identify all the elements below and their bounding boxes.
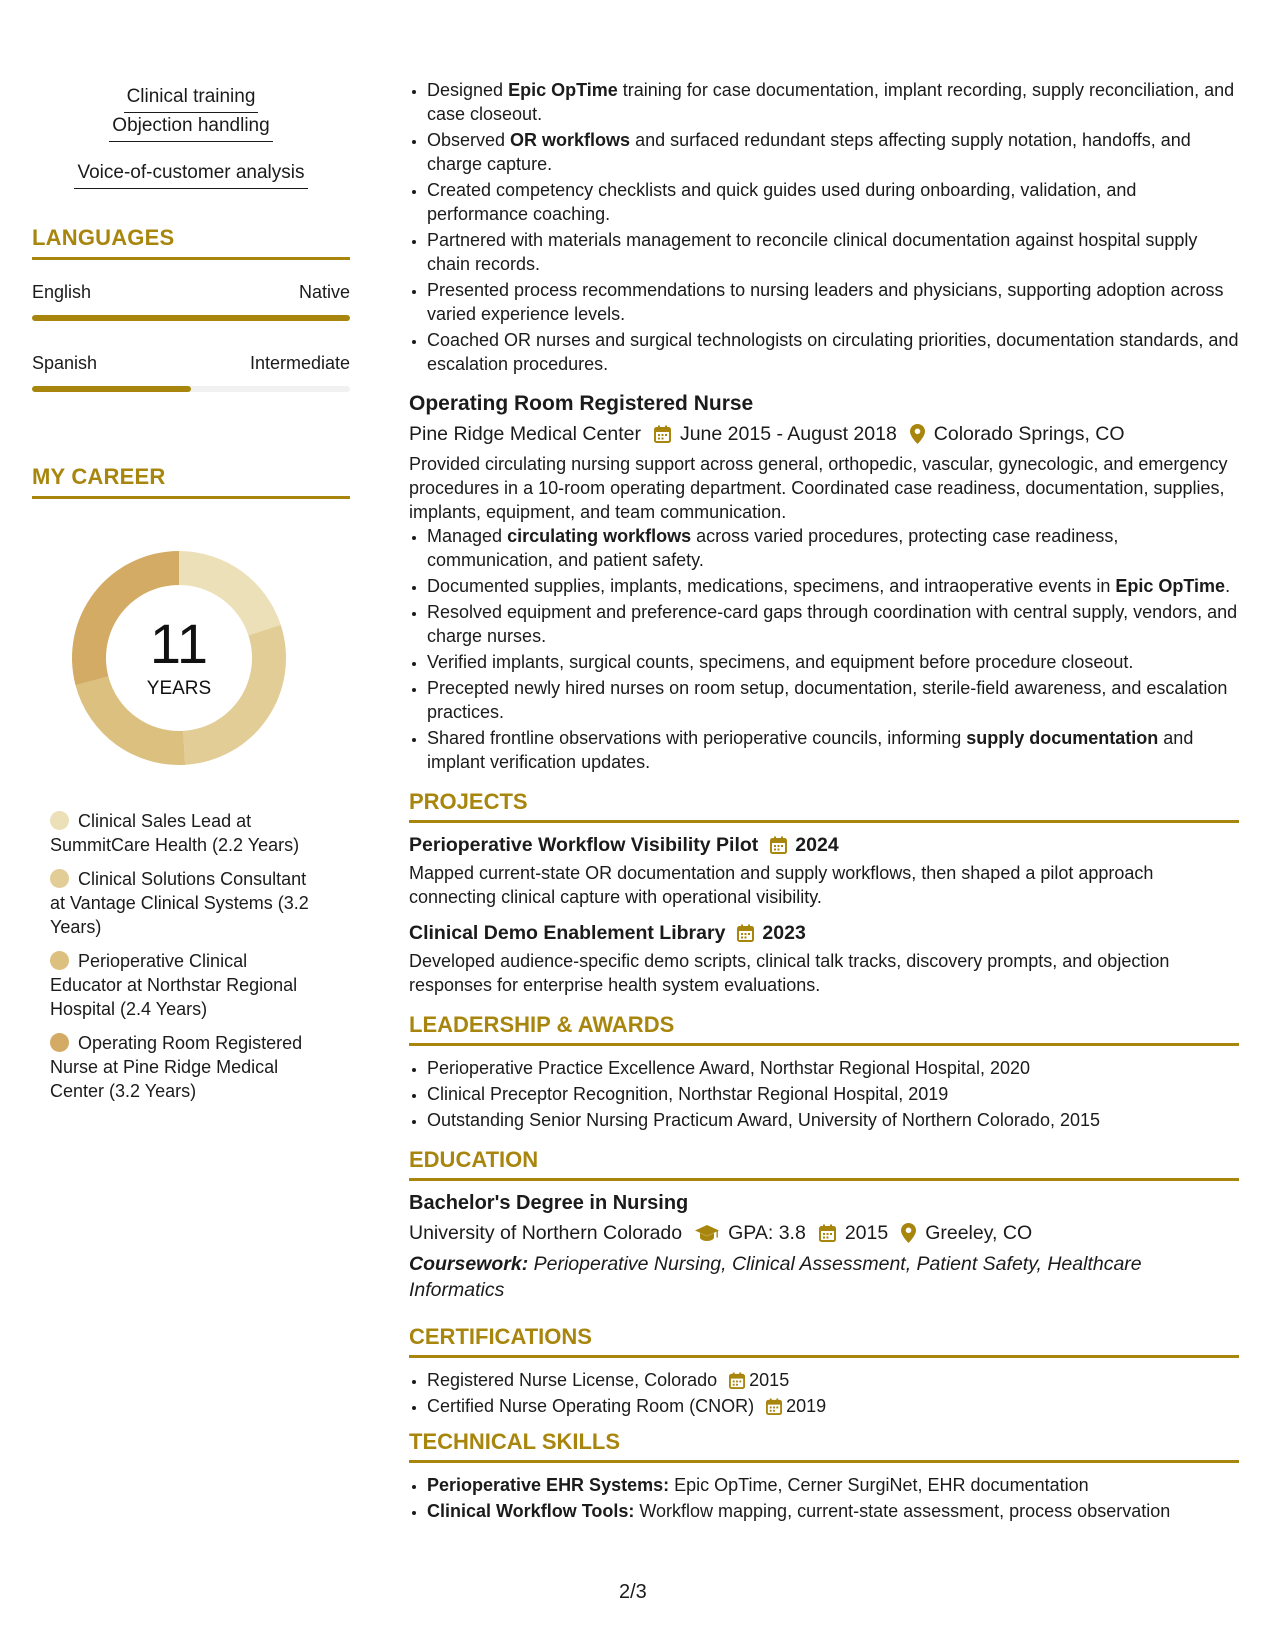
language-proficiency-fill bbox=[32, 386, 191, 392]
career-total-label: YEARS bbox=[146, 678, 212, 699]
bullet-item: • Presented process recommendations to nursing leaders and physicians, supporting adoption across varied experience levels. bbox=[427, 278, 1239, 326]
calendar-icon bbox=[770, 836, 787, 854]
education-location: Greeley, CO bbox=[925, 1222, 1033, 1244]
project-title-row bbox=[409, 921, 1239, 945]
coursework-list: Perioperative Nursing, Clinical Assessment, Patient Safety, Healthcare Informatics bbox=[409, 1253, 1142, 1301]
job-location: Colorado Springs, CO bbox=[933, 423, 1125, 445]
awards-list bbox=[409, 1056, 1239, 1132]
project-description: Mapped current-state OR documentation and supply workflows, then shaped a pilot approach connecting clinical capture with operational visibility. bbox=[409, 863, 1154, 907]
project-year: 2024 bbox=[795, 834, 839, 856]
language-level: Native bbox=[298, 282, 350, 302]
language-row bbox=[32, 282, 350, 303]
calendar-icon bbox=[654, 425, 671, 443]
degree-title: Bachelor's Degree in Nursing bbox=[409, 1192, 689, 1214]
career-legend-item bbox=[50, 1031, 322, 1103]
certification-name: • Registered Nurse License, Colorado bbox=[427, 1370, 718, 1390]
legend-dot-icon bbox=[50, 951, 69, 970]
bullet-item: • Shared frontline observations with perioperative councils, informing supply documentation and implant verification updates. bbox=[427, 726, 1239, 774]
language-level: Intermediate bbox=[249, 353, 350, 373]
certification-year: 2015 bbox=[749, 1370, 790, 1390]
job-bullets bbox=[409, 524, 1239, 774]
award-item: • Perioperative Practice Excellence Award, Northstar Regional Hospital, 2020 bbox=[427, 1056, 1239, 1080]
languages-list bbox=[32, 282, 350, 392]
calendar-icon bbox=[737, 924, 754, 942]
languages-heading: LANGUAGES bbox=[32, 225, 350, 260]
career-legend-text: Clinical Solutions Consultant at Vantage Clinical Systems (3.2 Years) bbox=[50, 869, 309, 937]
awards-heading: LEADERSHIP & AWARDS bbox=[409, 1013, 1239, 1046]
language-proficiency-bar bbox=[32, 386, 350, 392]
job-meta bbox=[409, 422, 1239, 446]
career-total-number: 11 bbox=[149, 612, 209, 675]
page-number: 2/3 bbox=[619, 1581, 647, 1603]
project-year: 2023 bbox=[762, 922, 806, 944]
bullet-item: • Coached OR nurses and surgical technologists on circulating priorities, documentation standards, and escalation procedures. bbox=[427, 328, 1239, 376]
skill-tag: Clinical training bbox=[124, 84, 259, 113]
technical-skills-list bbox=[409, 1473, 1239, 1523]
skill-tag: Voice-of-customer analysis bbox=[74, 160, 307, 189]
education-meta bbox=[409, 1221, 1239, 1245]
sidebar bbox=[32, 84, 350, 1113]
calendar-icon bbox=[729, 1372, 745, 1389]
career-donut-chart bbox=[64, 543, 294, 773]
skill-tag: Objection handling bbox=[109, 113, 272, 142]
language-name: English bbox=[32, 282, 92, 302]
donut-center bbox=[64, 543, 294, 773]
project-title-row bbox=[409, 833, 1239, 857]
career-legend-text: Operating Room Registered Nurse at Pine Ridge Medical Center (3.2 Years) bbox=[50, 1033, 303, 1101]
technical-skills-heading: TECHNICAL SKILLS bbox=[409, 1430, 1239, 1463]
language-row bbox=[32, 353, 350, 374]
project-description: Developed audience-specific demo scripts, clinical talk tracks, discovery prompts, and objection responses for enterprise health system evaluations. bbox=[409, 951, 1170, 995]
language-name: Spanish bbox=[32, 353, 98, 373]
certifications-list bbox=[409, 1368, 1239, 1418]
certification-name: • Certified Nurse Operating Room (CNOR) bbox=[427, 1396, 755, 1416]
calendar-icon bbox=[819, 1224, 836, 1242]
legend-dot-icon bbox=[50, 869, 69, 888]
award-item: • Outstanding Senior Nursing Practicum Award, University of Northern Colorado, 2015 bbox=[427, 1108, 1239, 1132]
project-title: Perioperative Workflow Visibility Pilot bbox=[409, 834, 759, 856]
graduation-cap-icon bbox=[695, 1225, 719, 1242]
skill-tags bbox=[32, 84, 350, 189]
bullet-item: • Designed Epic OpTime training for case documentation, implant recording, supply reconciliation, and case closeout. bbox=[427, 78, 1239, 126]
education-heading: EDUCATION bbox=[409, 1148, 1239, 1181]
technical-skill-item: • Clinical Workflow Tools: Workflow mapping, current-state assessment, process observation bbox=[427, 1499, 1239, 1523]
certification-item bbox=[427, 1368, 1239, 1392]
bullet-item: • Resolved equipment and preference-card gaps through coordination with central supply, vendors, and charge nurses. bbox=[427, 600, 1239, 648]
job-dates: June 2015 - August 2018 bbox=[679, 423, 897, 445]
legend-dot-icon bbox=[50, 1033, 69, 1052]
bullet-item: • Managed circulating workflows across varied procedures, protecting case readiness, communication, and patient safety. bbox=[427, 524, 1239, 572]
school-name: University of Northern Colorado bbox=[409, 1222, 683, 1244]
career-legend-text: Clinical Sales Lead at SummitCare Health (2.2 Years) bbox=[50, 811, 300, 855]
previous-role-bullets bbox=[409, 78, 1239, 376]
career-legend-item bbox=[50, 867, 322, 939]
career-legend-item bbox=[50, 949, 322, 1021]
bullet-item: • Documented supplies, implants, medications, specimens, and intraoperative events in Epic OpTime. bbox=[427, 574, 1239, 598]
project-title: Clinical Demo Enablement Library bbox=[409, 922, 726, 944]
career-legend-item bbox=[50, 809, 322, 857]
location-pin-icon bbox=[910, 424, 925, 444]
career-heading: MY CAREER bbox=[32, 464, 350, 499]
job-title: Operating Room Registered Nurse bbox=[409, 392, 754, 415]
career-legend-text: Perioperative Clinical Educator at Northstar Regional Hospital (2.4 Years) bbox=[50, 951, 298, 1019]
bullet-item: • Verified implants, surgical counts, specimens, and equipment before procedure closeout. bbox=[427, 650, 1239, 674]
gpa: GPA: 3.8 bbox=[728, 1222, 806, 1244]
company-name: Pine Ridge Medical Center bbox=[409, 423, 641, 445]
bullet-item: • Observed OR workflows and surfaced redundant steps affecting supply notation, handoffs, and charge capture. bbox=[427, 128, 1239, 176]
award-item: • Clinical Preceptor Recognition, Northstar Regional Hospital, 2019 bbox=[427, 1082, 1239, 1106]
certification-year: 2019 bbox=[786, 1396, 827, 1416]
language-proficiency-fill bbox=[32, 315, 350, 321]
certification-item bbox=[427, 1394, 1239, 1418]
coursework-label: Coursework: bbox=[409, 1253, 529, 1275]
bullet-item: • Partnered with materials management to reconcile clinical documentation against hospital supply chain records. bbox=[427, 228, 1239, 276]
bullet-item: • Precepted newly hired nurses on room setup, documentation, sterile-field awareness, and escalation practices. bbox=[427, 676, 1239, 724]
coursework bbox=[409, 1251, 1239, 1303]
bullet-item: • Created competency checklists and quick guides used during onboarding, validation, and performance coaching. bbox=[427, 178, 1239, 226]
job-summary: Provided circulating nursing support across general, orthopedic, vascular, gynecologic, and emergency procedures in a 10-room operating department. Coordinated case readiness, documentation, supplies, implants, equipment, and team communication. bbox=[409, 454, 1228, 522]
location-pin-icon bbox=[901, 1223, 916, 1243]
graduation-year: 2015 bbox=[844, 1222, 889, 1244]
language-proficiency-bar bbox=[32, 315, 350, 321]
certifications-heading: CERTIFICATIONS bbox=[409, 1325, 1239, 1358]
technical-skill-item: • Perioperative EHR Systems: Epic OpTime, Cerner SurgiNet, EHR documentation bbox=[427, 1473, 1239, 1497]
career-legend bbox=[32, 809, 322, 1103]
legend-dot-icon bbox=[50, 811, 69, 830]
calendar-icon bbox=[766, 1398, 782, 1415]
main-content bbox=[409, 78, 1239, 1525]
projects-heading: PROJECTS bbox=[409, 790, 1239, 823]
